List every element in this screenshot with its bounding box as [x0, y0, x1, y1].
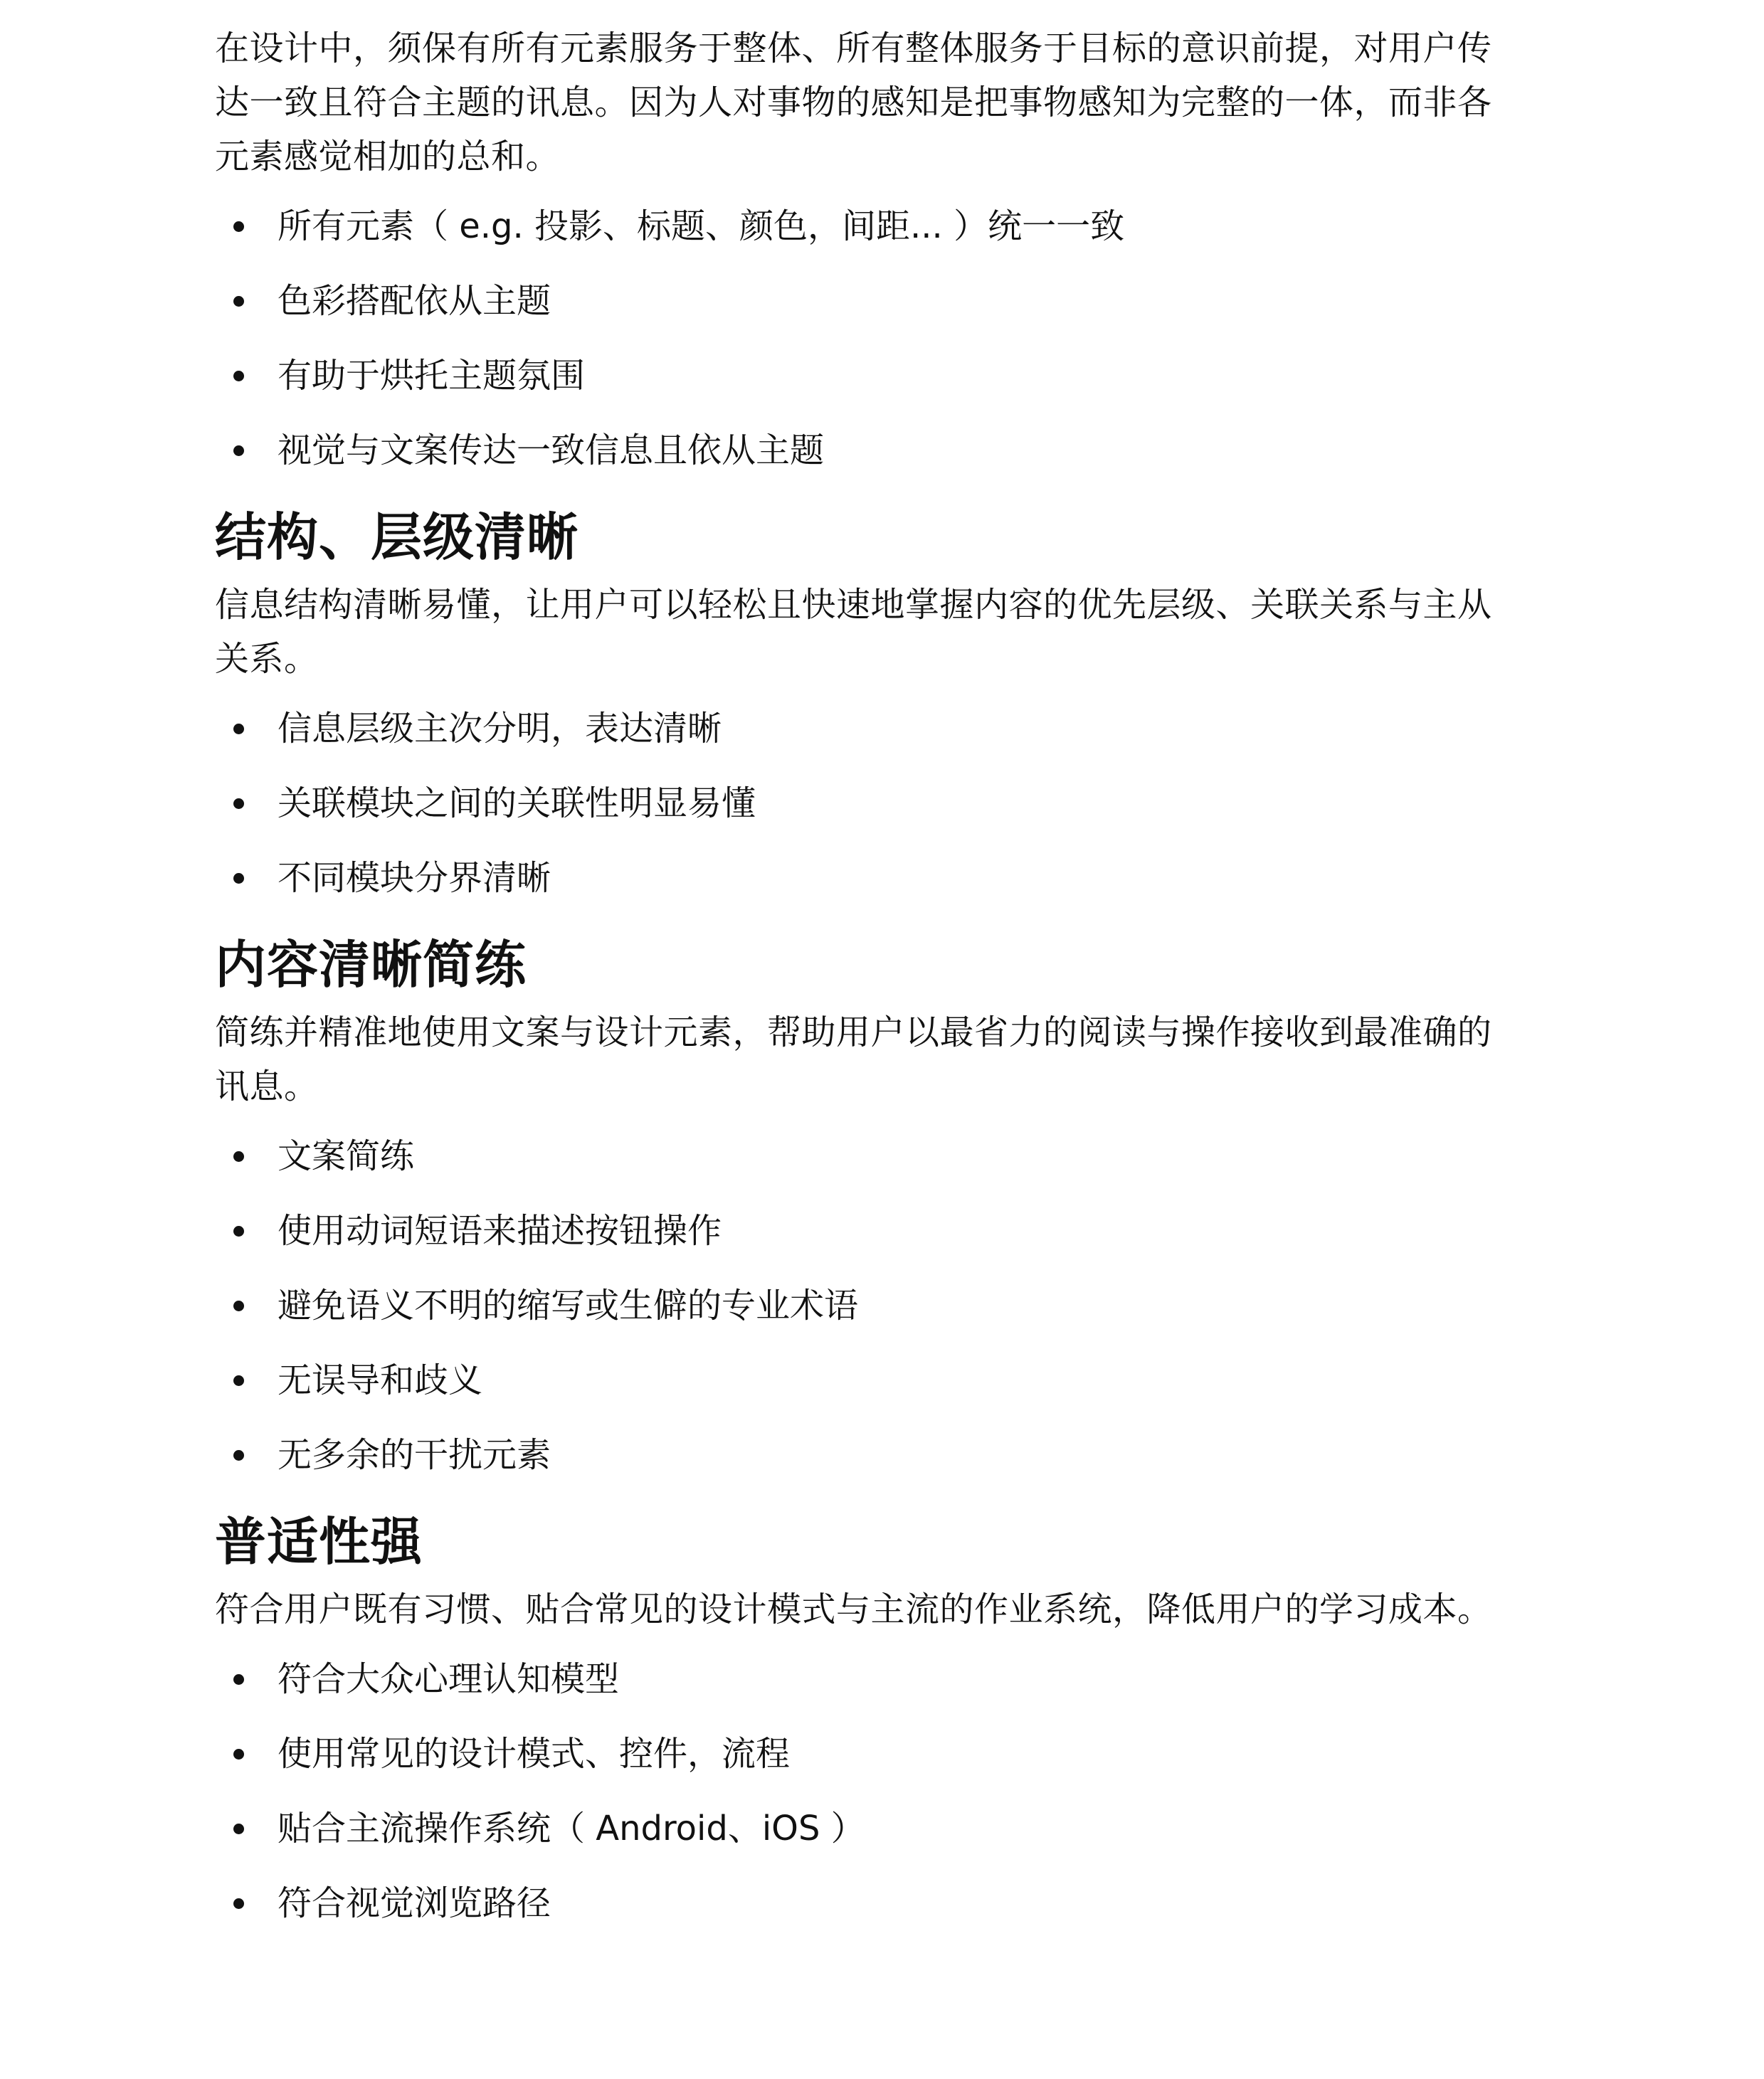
list-item [215, 274, 1553, 328]
list-item-text: 不同模块分界清晰 [278, 858, 551, 898]
bullet-icon [233, 1674, 244, 1685]
section-universal [215, 1503, 1553, 1930]
bullet-icon [233, 1226, 244, 1237]
bullet-icon [233, 873, 244, 884]
list-item [215, 851, 1553, 905]
bullet-icon [233, 724, 244, 734]
list-item [215, 1428, 1553, 1482]
list-item [215, 1876, 1553, 1930]
structure-bullet-list [215, 702, 1553, 905]
section-structure [215, 498, 1553, 905]
list-item-text: 色彩搭配依从主题 [278, 281, 551, 321]
section-content [215, 926, 1553, 1482]
list-item [215, 199, 1553, 253]
list-item [215, 1802, 1553, 1856]
bullet-icon [233, 296, 244, 307]
bullet-icon [233, 1151, 244, 1162]
list-item-text: 有助于烘托主题氛围 [278, 356, 586, 396]
bullet-icon [233, 1749, 244, 1760]
paragraph-line: 简练并精准地使用文案与设计元素，帮助用户以最省力的阅读与操作接收到最准确的 [215, 1012, 1492, 1052]
paragraph-line: 符合用户既有习惯、贴合常见的设计模式与主流的作业系统，降低用户的学习成本。 [215, 1589, 1492, 1629]
list-item-text: 无多余的干扰元素 [278, 1435, 551, 1475]
structure-paragraph [215, 578, 1553, 686]
bullet-icon [233, 1450, 244, 1461]
bullet-icon [233, 1824, 244, 1834]
list-item-text: 视觉与文案传达一致信息且依从主题 [278, 430, 825, 470]
section-heading: 普适性强 [215, 1512, 423, 1572]
list-item [215, 1353, 1553, 1407]
list-item-text: 关联模块之间的关联性明显易懂 [278, 783, 756, 823]
list-item [215, 1727, 1553, 1781]
paragraph-line: 关系。 [215, 639, 319, 679]
bullet-icon [233, 1898, 244, 1909]
list-item-text: 符合视觉浏览路径 [278, 1883, 551, 1923]
paragraph-line: 讯息。 [215, 1067, 319, 1106]
list-item [215, 1129, 1553, 1183]
list-item [215, 423, 1553, 477]
list-item-text: 使用常见的设计模式、控件，流程 [278, 1734, 791, 1774]
bullet-icon [233, 1301, 244, 1311]
list-item-text: 避免语义不明的缩写或生僻的专业术语 [278, 1286, 859, 1326]
list-item [215, 1652, 1553, 1706]
paragraph-line: 达一致且符合主题的讯息。因为人对事物的感知是把事物感知为完整的一体，而非各 [215, 83, 1492, 122]
bullet-icon [233, 371, 244, 381]
content-paragraph [215, 1005, 1553, 1113]
list-item-text: 所有元素（ e.g. 投影、标题、颜色，间距... ）统一一致 [278, 206, 1125, 246]
content-bullet-list [215, 1129, 1553, 1482]
list-item [215, 1279, 1553, 1333]
paragraph-line: 元素感觉相加的总和。 [215, 137, 561, 176]
section-heading: 结构、层级清晰 [215, 507, 579, 567]
paragraph-line: 信息结构清晰易懂，让用户可以轻松且快速地掌握内容的优先层级、关联关系与主从 [215, 585, 1492, 625]
list-item-text: 无误导和歧义 [278, 1360, 483, 1400]
list-item [215, 349, 1553, 403]
bullet-icon [233, 1375, 244, 1386]
list-item-text: 使用动词短语来描述按钮操作 [278, 1211, 722, 1251]
intro-bullet-list [215, 199, 1553, 477]
paragraph-line: 在设计中，须保有所有元素服务于整体、所有整体服务于目标的意识前提，对用户传 [215, 28, 1492, 68]
intro-paragraph [215, 21, 1553, 184]
section-heading: 内容清晰简练 [215, 935, 527, 995]
document-body [215, 21, 1553, 1951]
bullet-icon [233, 798, 244, 809]
list-item-text: 贴合主流操作系统（ Android、iOS ） [278, 1809, 865, 1848]
universal-paragraph [215, 1582, 1553, 1636]
bullet-icon [233, 221, 244, 232]
list-item-text: 信息层级主次分明，表达清晰 [278, 709, 722, 748]
bullet-icon [233, 445, 244, 456]
list-item [215, 702, 1553, 756]
list-item [215, 1204, 1553, 1258]
universal-bullet-list [215, 1652, 1553, 1930]
list-item-text: 符合大众心理认知模型 [278, 1659, 620, 1699]
list-item-text: 文案简练 [278, 1136, 415, 1176]
section-intro [215, 21, 1553, 477]
list-item [215, 776, 1553, 830]
